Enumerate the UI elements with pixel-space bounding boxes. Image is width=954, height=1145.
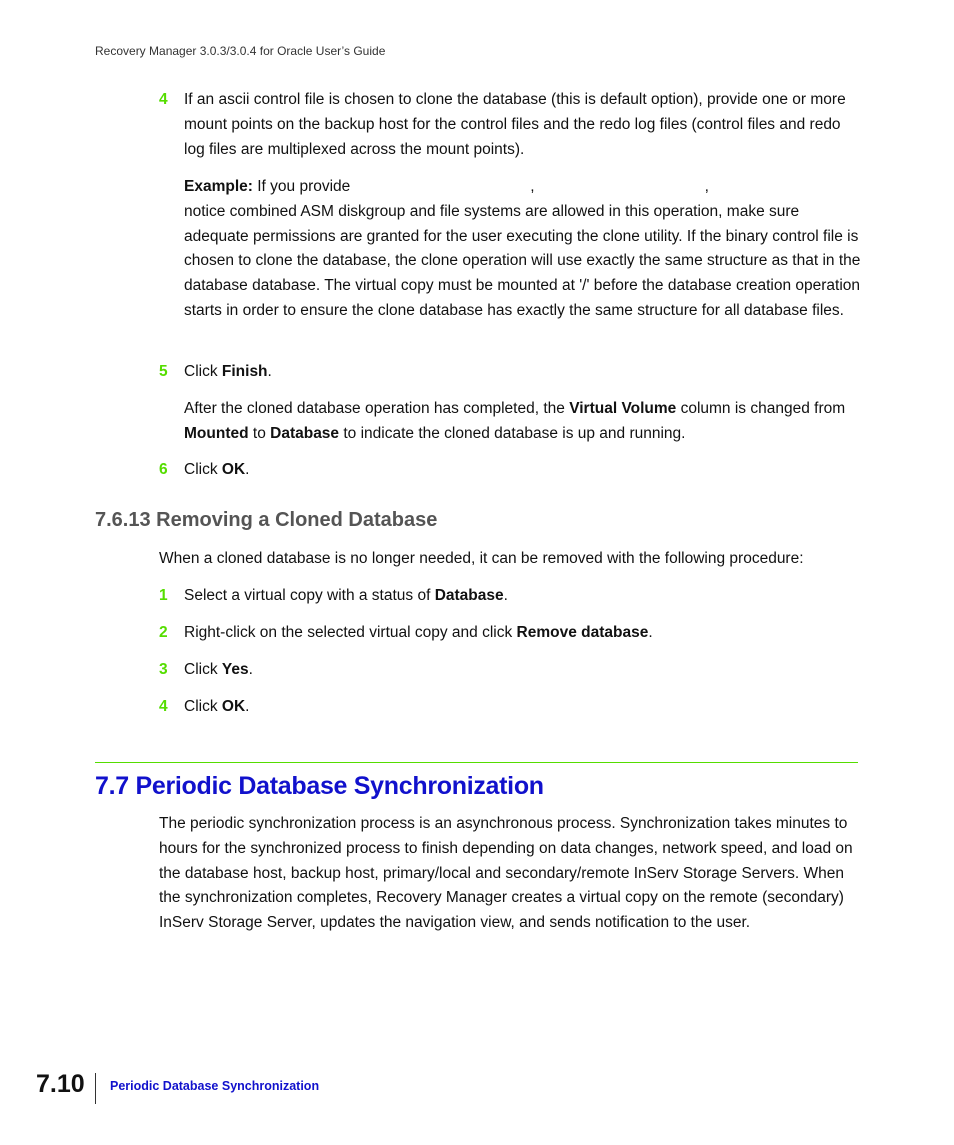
step-number: 2 xyxy=(159,624,168,641)
after-clone-paragraph: After the cloned database operation has completed, the Virtual Volume column is changed from Mounted to Database to indicate the cloned database is up and running. xyxy=(184,400,846,442)
footer-section-title: Periodic Database Synchronization xyxy=(110,1079,320,1093)
section-divider xyxy=(95,762,858,763)
ok-label: OK xyxy=(221,461,246,478)
footer-divider xyxy=(95,1073,96,1104)
step-number: 1 xyxy=(159,587,168,604)
section-heading: 7.7 Periodic Database Synchronization xyxy=(95,772,544,800)
example-body: notice combined ASM diskgroup and file systems are allowed in this operation, make sure adequate permissions are granted for the user executing the clone utility. If the binary control file is chosen to clone the database, the clone operation will use exactly the same structure as that in the database database. The virtual copy must be mounted at '/' before the database creation operation starts in order to ensure the clone database has exactly the same structure for all database files. xyxy=(184,202,861,319)
step-number: 4 xyxy=(159,91,168,108)
database-label: Database xyxy=(270,424,340,442)
subsection-intro: When a cloned database is no longer needed, it can be removed with the following procedure: xyxy=(159,550,804,567)
subsection-heading: 7.6.13 Removing a Cloned Database xyxy=(95,509,438,531)
mounted-label: Mounted xyxy=(184,424,249,442)
step-number: 5 xyxy=(159,363,168,380)
page-number: 7.10 xyxy=(36,1070,85,1098)
section-body: The periodic synchronization process is an asynchronous process. Synchronization takes minutes to hours for the synchronized process to finish depending on data changes, network speed, and load on the database host, backup host, primary/local and secondary/remote InServ Storage Servers. When the synchronization completes, Recovery Manager creates a virtual copy on the remote (secondary) InServ Storage Server, updates the navigation view, and sends notification to the user. xyxy=(159,815,853,932)
example-comma-1: , xyxy=(530,178,535,195)
example-comma-2: , xyxy=(704,178,709,195)
step-text: If an ascii control file is chosen to clone the database (this is default option), provide one or more mount points on the backup host for the control files and the redo log files (control files and redo log files are multiplexed across the mount points). xyxy=(184,91,846,158)
example-intro: If you provide xyxy=(257,178,351,195)
step-number: 4 xyxy=(159,698,168,715)
step-text-pre: Click xyxy=(184,363,222,380)
finish-label: Finish xyxy=(221,363,268,380)
example-label: Example: xyxy=(184,178,253,195)
running-header: Recovery Manager 3.0.3/3.0.4 for Oracle User’s Guide xyxy=(95,44,386,58)
step-number: 3 xyxy=(159,661,168,678)
example-paragraph xyxy=(184,175,864,324)
virtual-volume-label: Virtual Volume xyxy=(569,400,677,417)
step-number: 6 xyxy=(159,461,168,478)
